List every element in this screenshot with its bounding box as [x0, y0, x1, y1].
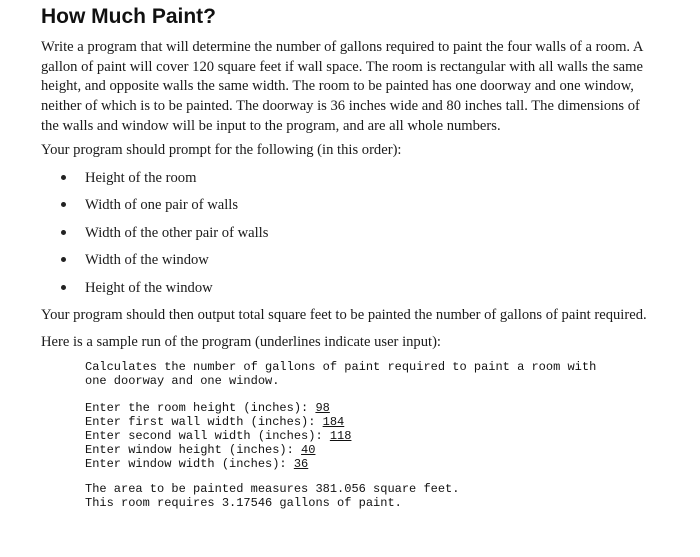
code-line: The area to be painted measures 381.056 square feet.	[85, 482, 460, 496]
list-item-label: Width of the window	[85, 252, 209, 269]
input-line	[85, 401, 351, 415]
sample-run-intro: Here is a sample run of the program (underlines indicate user input):	[41, 334, 441, 350]
bullet-icon	[61, 202, 66, 207]
bullet-icon	[61, 257, 66, 262]
list-item	[41, 276, 641, 303]
code-line: This room requires 3.17546 gallons of paint.	[85, 496, 402, 510]
bullet-icon	[61, 285, 66, 290]
input-prompt: Enter window height (inches):	[85, 443, 302, 457]
bullet-icon	[61, 230, 66, 235]
list-item	[41, 248, 641, 275]
code-line: Calculates the number of gallons of paint required to paint a room with	[85, 360, 597, 374]
list-item-label: Height of the window	[85, 279, 213, 296]
sample-inputs	[85, 401, 351, 471]
list-item	[41, 166, 641, 193]
list-item-label: Height of the room	[85, 170, 197, 186]
input-prompt: Enter the room height (inches):	[85, 401, 316, 415]
bullet-icon	[61, 175, 66, 180]
input-prompt: Enter first wall width (inches):	[85, 415, 323, 429]
prompt-intro: Your program should prompt for the following (in this order):	[41, 142, 402, 158]
sample-output	[85, 482, 459, 510]
intro-paragraph: Write a program that will determine the number of gallons required to paint the four walls of a room. A gallon of paint will cover 120 square feet if wall space. The room is rectangular with all walls the same height, and opposite walls the same width. The room to be painted has one doorway and one window, neither of which is to be painted. The doorway is 36 inches wide and 80 inches tall. The dimensions of the walls and window will be input to the program, and are all whole numbers.	[41, 39, 643, 134]
list-item-label: Width of the other pair of walls	[85, 224, 269, 241]
list-item	[41, 221, 641, 248]
page-title: How Much Paint?	[41, 5, 216, 28]
user-input: 184	[322, 415, 345, 429]
prompt-list	[41, 166, 641, 303]
input-prompt: Enter window width (inches):	[85, 457, 294, 471]
user-input: 36	[293, 457, 309, 471]
code-line: one doorway and one window.	[85, 374, 280, 388]
sample-header	[85, 360, 596, 388]
input-line	[85, 457, 351, 471]
list-item-label: Width of one pair of walls	[85, 197, 239, 214]
list-item	[41, 193, 641, 220]
input-prompt: Enter second wall width (inches):	[85, 429, 330, 443]
input-line	[85, 443, 351, 457]
input-line	[85, 429, 351, 443]
user-input: 118	[329, 429, 352, 443]
input-line	[85, 415, 351, 429]
user-input: 40	[301, 443, 316, 457]
user-input: 98	[315, 401, 330, 415]
output-description: Your program should then output total square feet to be painted the number of gallons of paint required.	[41, 307, 647, 323]
